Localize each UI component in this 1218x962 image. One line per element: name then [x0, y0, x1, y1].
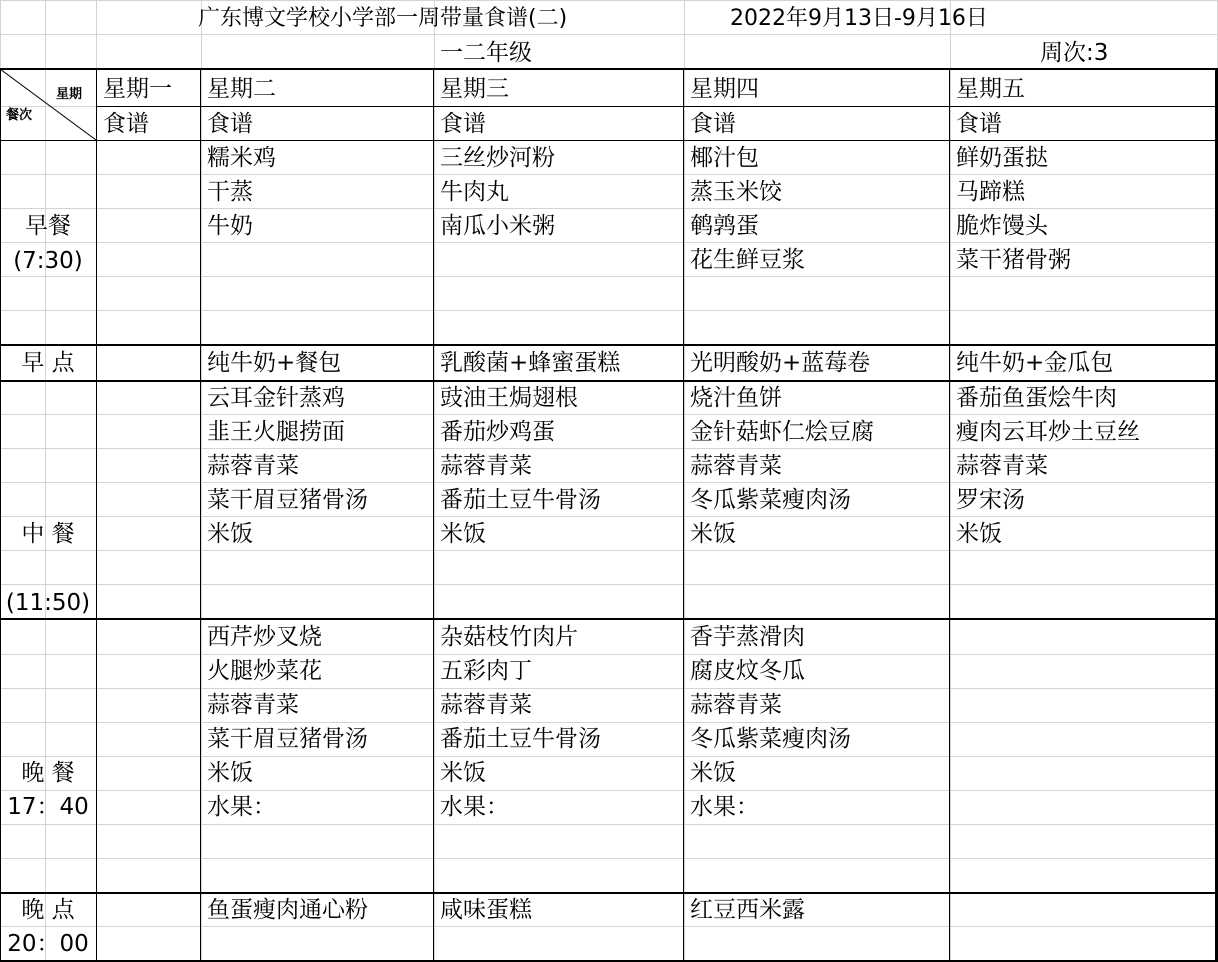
lunch-item: 米饭	[956, 521, 1002, 547]
recipe-label: 食谱	[207, 111, 253, 137]
gridline-h	[0, 926, 1218, 927]
corner-diagonal	[0, 69, 96, 141]
border-h	[0, 344, 1218, 346]
recipe-label: 食谱	[440, 111, 486, 137]
breakfast-item: 鹌鹑蛋	[690, 213, 759, 239]
lunch-label: 中 餐	[21, 521, 75, 547]
breakfast-item: 鲜奶蛋挞	[956, 145, 1048, 171]
gridline-h	[0, 174, 1218, 175]
gridline-h	[0, 584, 1218, 585]
day-header: 星期四	[690, 76, 759, 102]
lunch-item: 菜干眉豆猪骨汤	[207, 487, 368, 513]
grade-label: 一二年级	[440, 40, 532, 66]
day-header: 星期一	[103, 76, 172, 102]
gridline-h	[0, 310, 1218, 311]
dinner-item: 米饭	[440, 760, 486, 786]
recipe-label: 食谱	[690, 111, 736, 137]
dinner-item: 蒜蓉青菜	[690, 692, 782, 718]
gridline-v	[201, 0, 202, 962]
border-h	[0, 380, 1218, 382]
lunch-item: 米饭	[440, 521, 486, 547]
evening-snack-item: 红豆西米露	[690, 897, 805, 923]
gridline-h	[0, 756, 1218, 757]
border-h	[0, 68, 1218, 70]
gridline-v	[950, 0, 951, 962]
breakfast-item: 马蹄糕	[956, 179, 1025, 205]
border-v	[200, 68, 201, 962]
gridline-h	[0, 722, 1218, 723]
breakfast-item: 糯米鸡	[207, 145, 276, 171]
lunch-item: 罗宋汤	[956, 487, 1025, 513]
lunch-item: 韭王火腿捞面	[207, 419, 345, 445]
gridline-v	[434, 0, 435, 962]
dinner-item: 番茄土豆牛骨汤	[440, 726, 601, 752]
lunch-item: 蒜蓉青菜	[440, 453, 532, 479]
breakfast-time: (7:30)	[13, 248, 83, 274]
school-title: 广东博文学校小学部一周带量食谱(二)	[198, 6, 568, 31]
breakfast-item: 三丝炒河粉	[440, 145, 555, 171]
lunch-item: 米饭	[207, 521, 253, 547]
gridline-h	[0, 276, 1218, 277]
morning-snack-label: 早 点	[21, 350, 75, 376]
evening-snack-item: 鱼蛋瘦肉通心粉	[207, 897, 368, 923]
gridline-h	[0, 654, 1218, 655]
lunch-item: 豉油王焗翅根	[440, 385, 578, 411]
dinner-item: 火腿炒菜花	[207, 658, 322, 684]
border-h	[0, 892, 1218, 894]
border-v	[683, 68, 684, 962]
gridline-h	[0, 688, 1218, 689]
breakfast-item: 牛奶	[207, 213, 253, 239]
breakfast-item: 花生鲜豆浆	[690, 247, 805, 273]
dinner-item: 米饭	[207, 760, 253, 786]
breakfast-item: 脆炸馒头	[956, 213, 1048, 239]
corner-day-label: 星期	[56, 87, 83, 102]
recipe-label: 食谱	[103, 111, 149, 137]
lunch-item: 冬瓜紫菜瘦肉汤	[690, 487, 851, 513]
lunch-item: 烧汁鱼饼	[690, 385, 782, 411]
border-h	[96, 106, 1218, 107]
gridline-h	[0, 242, 1218, 243]
gridline-h	[0, 824, 1218, 825]
dinner-item: 冬瓜紫菜瘦肉汤	[690, 726, 851, 752]
lunch-item: 番茄土豆牛骨汤	[440, 487, 601, 513]
breakfast-item: 南瓜小米粥	[440, 213, 555, 239]
week-label: 周次:3	[1040, 40, 1109, 66]
border-v	[0, 68, 1, 962]
lunch-time: (11:50)	[5, 590, 91, 616]
breakfast-item: 椰汁包	[690, 145, 759, 171]
dinner-item: 菜干眉豆猪骨汤	[207, 726, 368, 752]
morning-snack-item: 乳酸菌+蜂蜜蛋糕	[440, 350, 621, 376]
evening-snack-item: 咸味蛋糕	[440, 897, 532, 923]
lunch-item: 番茄鱼蛋烩牛肉	[956, 385, 1117, 411]
dinner-item: 西芹炒叉烧	[207, 624, 322, 650]
gridline-h	[0, 516, 1218, 517]
breakfast-item: 菜干猪骨粥	[956, 247, 1071, 273]
gridline-h	[0, 790, 1218, 791]
dinner-item: 五彩肉丁	[440, 658, 532, 684]
border-v	[96, 68, 97, 962]
breakfast-item: 牛肉丸	[440, 179, 509, 205]
dinner-item: 腐皮炆冬瓜	[690, 658, 805, 684]
dinner-item: 香芋蒸滑肉	[690, 624, 805, 650]
evening-snack-label: 晚 点	[21, 897, 75, 923]
gridline-h	[0, 858, 1218, 859]
day-header: 星期五	[956, 76, 1025, 102]
date-range: 2022年9月13日-9月16日	[730, 6, 988, 31]
lunch-item: 蒜蓉青菜	[207, 453, 299, 479]
gridline-h	[0, 448, 1218, 449]
border-h	[0, 140, 1218, 141]
dinner-item: 蒜蓉青菜	[207, 692, 299, 718]
recipe-label: 食谱	[956, 111, 1002, 137]
lunch-item: 蒜蓉青菜	[690, 453, 782, 479]
dinner-item: 蒜蓉青菜	[440, 692, 532, 718]
lunch-item: 番茄炒鸡蛋	[440, 419, 555, 445]
dinner-label: 晚 餐	[21, 760, 75, 786]
day-header: 星期二	[207, 76, 276, 102]
morning-snack-item: 纯牛奶+餐包	[207, 350, 342, 376]
morning-snack-item: 纯牛奶+金瓜包	[956, 350, 1114, 376]
gridline-v	[684, 0, 685, 962]
border-v	[433, 68, 434, 962]
corner-meal-label: 餐次	[6, 108, 33, 123]
lunch-item: 米饭	[690, 521, 736, 547]
dinner-item: 杂菇枝竹肉片	[440, 624, 578, 650]
dinner-time: 17：40	[7, 794, 89, 820]
breakfast-label: 早餐	[25, 213, 71, 239]
morning-snack-item: 光明酸奶+蓝莓卷	[690, 350, 871, 376]
lunch-item: 蒜蓉青菜	[956, 453, 1048, 479]
lunch-item: 云耳金针蒸鸡	[207, 385, 345, 411]
border-v	[949, 68, 950, 962]
lunch-item: 瘦肉云耳炒土豆丝	[956, 419, 1140, 445]
gridline-h	[0, 0, 1218, 1]
dinner-item: 水果：	[690, 794, 759, 820]
dinner-item: 水果：	[440, 794, 509, 820]
gridline-h	[0, 414, 1218, 415]
breakfast-item: 干蒸	[207, 179, 253, 205]
lunch-item: 金针菇虾仁烩豆腐	[690, 419, 874, 445]
breakfast-item: 蒸玉米饺	[690, 179, 782, 205]
gridline-h	[0, 550, 1218, 551]
day-header: 星期三	[440, 76, 509, 102]
evening-snack-time: 20：00	[7, 931, 89, 957]
gridline-h	[0, 208, 1218, 209]
border-h	[0, 618, 1218, 620]
gridline-h	[0, 34, 1218, 35]
gridline-h	[0, 482, 1218, 483]
dinner-item: 水果：	[207, 794, 276, 820]
dinner-item: 米饭	[690, 760, 736, 786]
